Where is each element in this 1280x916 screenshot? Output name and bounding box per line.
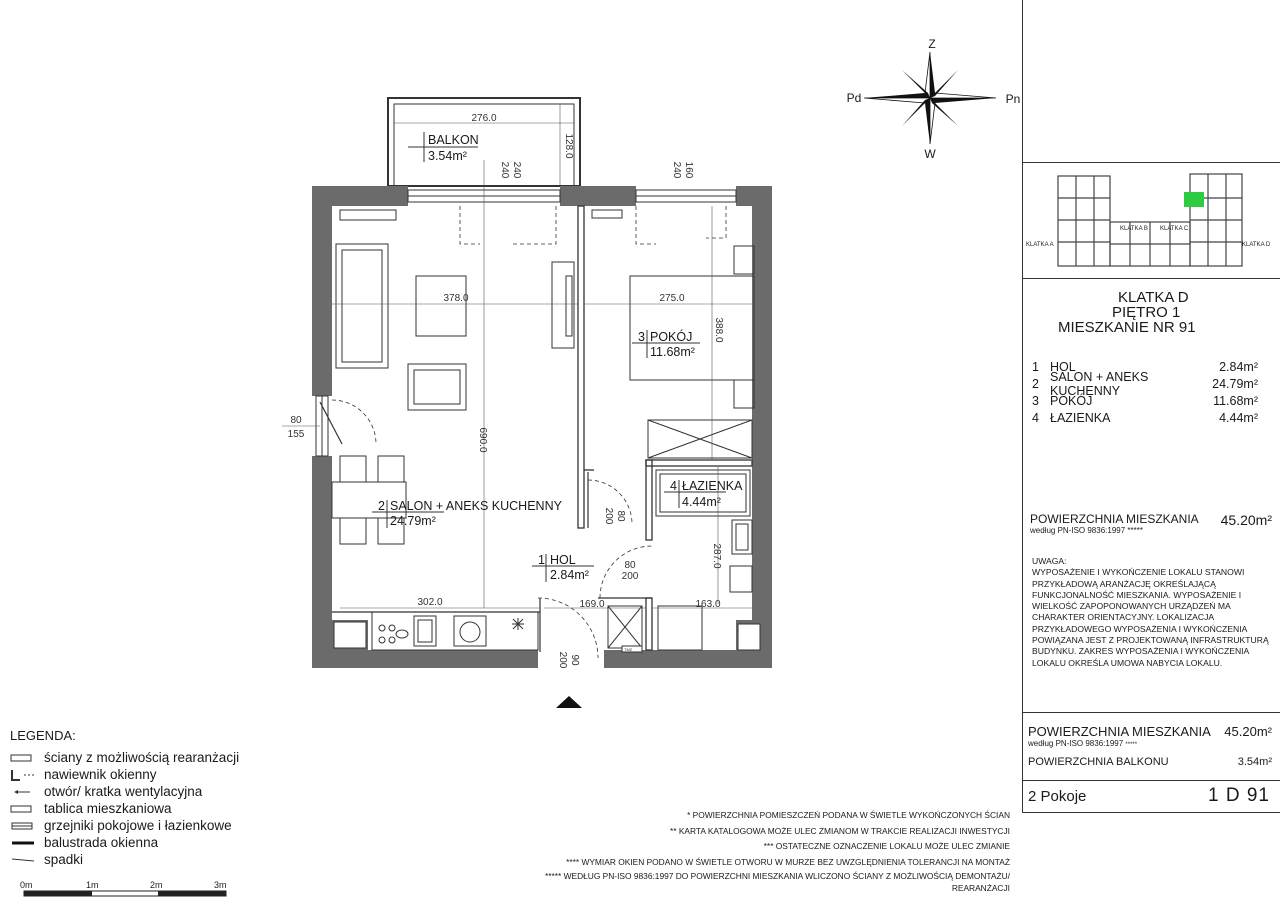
area-standard: według PN-ISO 9836:1997 ***** (1030, 526, 1143, 535)
balcony-area-label: POWIERZCHNIA BALKONU (1028, 756, 1169, 768)
balcony-area-row (1028, 756, 1272, 768)
lazienka-num: 4 (670, 479, 677, 493)
room-area: 2.84m² (1219, 359, 1258, 374)
dim-pokoj-width: 275.0 (659, 293, 685, 304)
room-area: 11.68m² (1213, 393, 1258, 408)
area-bottom-stars: ***** (1125, 742, 1138, 748)
klatka-c-label: KLATKA C (1160, 226, 1189, 232)
entrance-arrow (556, 696, 582, 708)
room-num: 3 (1032, 393, 1039, 408)
area-bottom-standard: według PN-ISO 9836:1997 (1028, 739, 1124, 748)
pokoj-num: 3 (638, 330, 645, 344)
outer-walls (312, 186, 772, 668)
dim-pokoj-height: 388.0 (713, 317, 724, 343)
dim-side-window-top: 80 (290, 415, 302, 426)
legend-title: LEGENDA: (10, 728, 76, 743)
legend-item (10, 800, 270, 817)
kitchen-counter (372, 612, 538, 650)
compass-south: W (924, 147, 936, 161)
dim-window-1-a: 240 (511, 161, 522, 179)
divider (1022, 278, 1280, 279)
area-label: POWIERZCHNIA MIESZKANIA (1030, 512, 1199, 526)
compass-rose (864, 52, 996, 144)
divider (1022, 712, 1280, 713)
dim-door-bath-a: 80 (615, 510, 626, 522)
scale-label: 0m (20, 880, 33, 890)
footnote: ***** WEDŁUG PN-ISO 9836:1997 DO POWIERZCHNI MIESZKANIA WLICZONO ŚCIANY Z MOŻLIWOŚCIĄ DEMONTAŻU/ (544, 871, 1010, 881)
room-area: 4.44m² (1219, 410, 1258, 425)
legend-label: nawiewnik okienny (44, 767, 157, 782)
windows (316, 190, 736, 456)
dim-door-bath-b: 200 (603, 507, 614, 525)
room-row (1032, 369, 1258, 398)
dim-door-entry-b: 200 (557, 651, 568, 669)
room-num: 4 (1032, 410, 1039, 425)
tablica-label: TMZ (624, 647, 633, 652)
legend-label: ściany z możliwością rearanżacji (44, 750, 240, 765)
notes-text: WYPOSAŻENIE I WYKOŃCZENIE LOKALU STANOWI PRZYKŁADOWĄ ARANŻACJĘ OKREŚLAJĄCĄ FUNKCJONALNOŚĆ MIESZKANIA. WYPOSAŻENIE I WIELKOŚĆ ZAPOPONOWANYCH URZĄDZEŃ MA CHARAKTER ORIENTACYJNY. LOKALIZACJA PRZYKŁADOWEGO WYPOSAŻENIA I WYKOŃCZENIA POWIĄZANA JEST Z PROJEKTOWANĄ INFRASTRUKTURĄ BUDYNKU. ZAKRES WYPOSAŻENIA I WYKOŃCZENIA LOKALU OKREŚLA UMOWA NABYCIA LOKALU. (1032, 567, 1269, 668)
legend-label: balustrada okienna (44, 835, 159, 850)
furniture-salon (332, 210, 574, 544)
footnotes (480, 808, 1010, 894)
divider (1022, 162, 1280, 163)
scale-label: 3m (214, 880, 227, 890)
room-row (1032, 409, 1258, 426)
meter-board-icon (10, 802, 44, 816)
dim-window-1-b: 240 (499, 161, 510, 179)
room-num: 1 (1032, 359, 1039, 374)
key-plan-highlight (1184, 192, 1204, 207)
legend-label: spadki (44, 852, 84, 867)
rooms-count: 2 Pokoje (1028, 788, 1087, 805)
dim-hol-length: 169.0 (579, 599, 605, 610)
pokoj-area: 11.68m² (650, 345, 695, 359)
vent-opening-icon (10, 785, 44, 799)
legend (10, 728, 270, 868)
unit-code: 1 D 91 (1208, 785, 1270, 806)
legend-item (10, 834, 270, 851)
lazienka-area: 4.44m² (682, 495, 721, 509)
rooms-list (1032, 358, 1258, 426)
footnote: ** KARTA KATALOGOWA MOŻE ULEC ZMIANOM W TRAKCIE REALIZACJI INWESTYCJI (669, 825, 1010, 836)
klatka-a-label: KLATKA A (1026, 242, 1054, 248)
dim-balcony-depth: 128.0 (563, 133, 574, 159)
hol-area: 2.84m² (550, 568, 589, 582)
scale-label: 1m (86, 880, 99, 890)
balcony-area-value: 3.54m² (1237, 756, 1272, 768)
footnote: *** OSTATECZNE OZNACZENIE LOKALU MOŻE ULEC ZMIANIE (763, 841, 1010, 851)
notes (1032, 556, 1272, 669)
internal-walls (332, 206, 752, 650)
dim-window-2-a: 160 (683, 161, 694, 179)
legend-item (10, 766, 270, 783)
room-name: HOL (1050, 359, 1076, 374)
window-vent-icon (10, 768, 44, 782)
pokoj-name: POKÓJ (650, 330, 693, 344)
legend-item (10, 851, 270, 868)
dim-door-hol-a: 80 (624, 560, 636, 571)
salon-area: 24.79m² (390, 514, 436, 528)
key-plan (1024, 164, 1280, 276)
compass-north: Z (928, 37, 936, 51)
radiator-icon (10, 819, 44, 833)
compass-east: Pn (1005, 92, 1021, 106)
room-name: POKÓJ (1050, 393, 1093, 408)
room-name: SALON + ANEKS KUCHENNY (1050, 369, 1149, 398)
divider (1022, 780, 1280, 781)
hol-num: 1 (538, 553, 545, 567)
unit-floor: PIĘTRO 1 (1112, 304, 1181, 321)
unit-number: MIESZKANIE NR 91 (1058, 319, 1196, 336)
legend-item (10, 749, 270, 766)
salon-num: 2 (378, 499, 385, 513)
panel-divider (1022, 0, 1023, 812)
notes-title: UWAGA: (1032, 556, 1067, 566)
footnote: **** WYMIAR OKIEN PODANO W ŚWIETLE OTWORU W MURZE BEZ UWZGLĘDNIENIA TOLERANCJI NA MONTAŻ (566, 856, 1010, 867)
area-bottom-value: 45.20m² (1224, 724, 1272, 739)
footnote: * POWIERZCHNIA POMIESZCZEŃ PODANA W ŚWIETLE WYKOŃCZONYCH ŚCIAN (687, 810, 1010, 820)
legend-label: otwór/ kratka wentylacyjna (44, 784, 203, 799)
wall-rearrange-icon (10, 751, 44, 765)
dim-salon-width: 378.0 (443, 293, 469, 304)
dim-bath-height: 287.0 (711, 543, 722, 569)
area-bottom-label: POWIERZCHNIA MIESZKANIA (1028, 724, 1211, 739)
unit-title (1040, 290, 1270, 335)
klatka-d-label: KLATKA D (1242, 242, 1271, 248)
hol-name: HOL (550, 553, 576, 567)
balcony-name: BALKON (428, 133, 479, 147)
dim-side-window-bottom: 155 (287, 429, 305, 440)
dim-bath-length: 163.0 (695, 599, 721, 610)
dim-salon-height: 690.0 (477, 427, 488, 453)
legend-label: tablica mieszkaniowa (44, 801, 172, 816)
scale-label: 2m (150, 880, 163, 890)
compass-west: Pd (846, 91, 862, 105)
footnote: REARANŻACJI (951, 883, 1010, 893)
room-name: ŁAZIENKA (1050, 410, 1111, 425)
area-bottom (1028, 724, 1272, 748)
railing-icon (10, 836, 44, 850)
salon-name: SALON + ANEKS KUCHENNY (390, 499, 562, 513)
dim-window-2-b: 240 (671, 161, 682, 179)
dim-door-entry-a: 90 (569, 654, 580, 666)
door-swings (332, 206, 726, 658)
room-row (1032, 392, 1258, 409)
lazienka-name: ŁAZIENKA (682, 479, 743, 493)
legend-item (10, 783, 270, 800)
area-value: 45.20m² (1220, 512, 1272, 528)
dim-kitchen-length: 302.0 (417, 597, 443, 608)
balcony-area: 3.54m² (428, 149, 467, 163)
dim-balcony-width: 276.0 (471, 113, 497, 124)
area-summary (1030, 512, 1272, 535)
divider (1022, 812, 1280, 813)
unit-stair: KLATKA D (1118, 289, 1189, 306)
dim-door-hol-b: 200 (621, 571, 639, 582)
legend-label: grzejniki pokojowe i łazienkowe (44, 818, 232, 833)
room-area: 24.79m² (1212, 376, 1258, 391)
slope-icon (10, 853, 44, 867)
scale-bar (18, 880, 238, 910)
legend-item (10, 817, 270, 834)
room-num: 2 (1032, 376, 1039, 391)
klatka-b-label: KLATKA B (1120, 226, 1148, 232)
